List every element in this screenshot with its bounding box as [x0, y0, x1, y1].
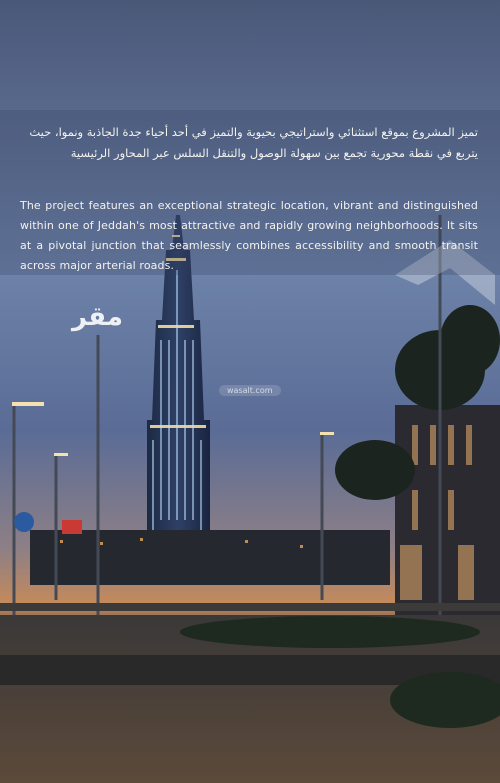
- watermark: wasalt.com: [219, 385, 281, 396]
- road-sign: [14, 512, 34, 532]
- description-arabic: تميز المشروع بموقع استثنائي واستراتيجي بحيوية والتميز في أحد أحياء جدة الجاذبة ونموا، حيث يتربع في نقطة محورية تجمع بين سهولة الوصول والتنقل السلس عبر المحاور الرئيسية: [29, 125, 478, 160]
- description-english: The project features an exceptional strategic location, vibrant and distinguished within one of Jeddah's most attractive and rapidly growing neighborhoods. It sits at a pivotal junction that seamlessly combines accessibility and smooth transit across major arterial roads.: [20, 199, 478, 272]
- brand-logo: مقر: [72, 302, 123, 332]
- chevron-sign: [62, 520, 82, 534]
- low-skyline: [30, 530, 390, 585]
- hedge: [180, 616, 480, 648]
- right-building: [395, 405, 500, 620]
